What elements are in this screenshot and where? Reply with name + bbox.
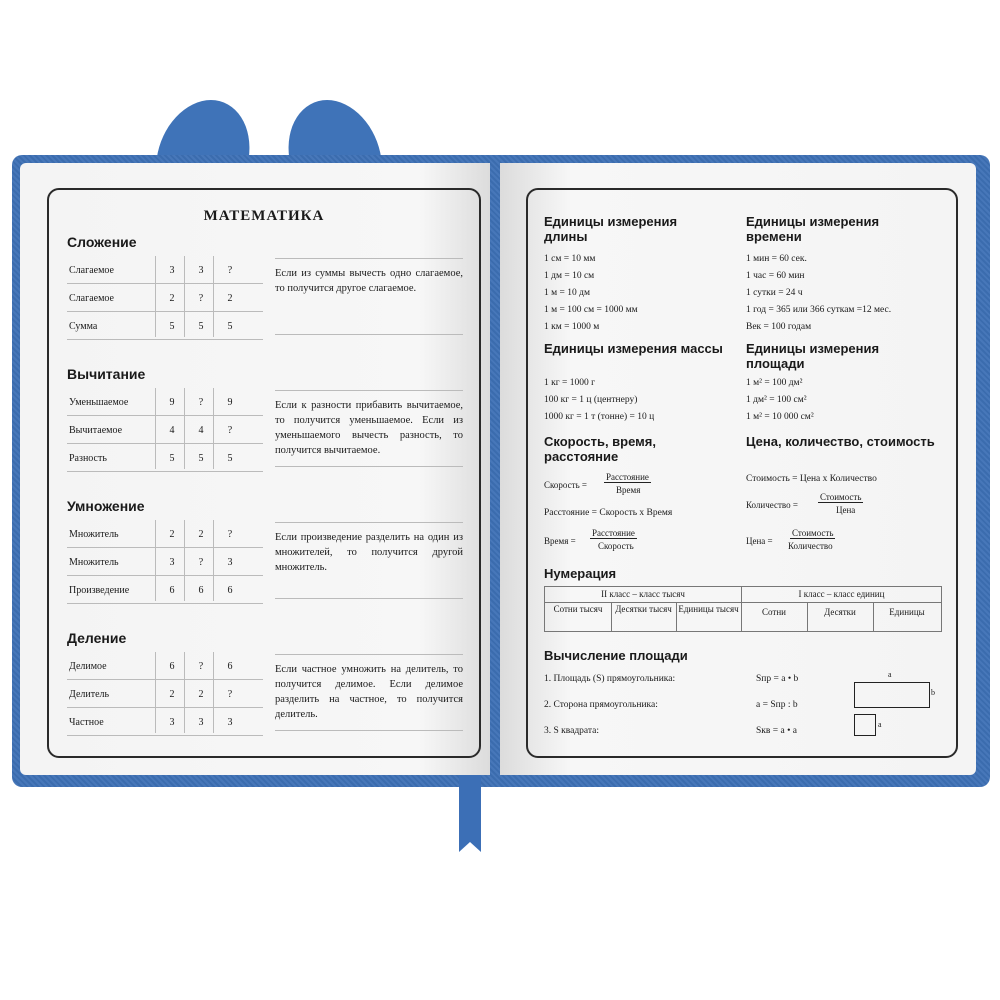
bookmark-ribbon	[459, 770, 481, 842]
unit-line: 1 м² = 10 000 см²	[746, 412, 814, 422]
rect-side-a: a	[888, 670, 892, 679]
row-value: 4	[198, 425, 204, 436]
row-label: Слагаемое	[69, 293, 114, 304]
cell-tens-thousands: Десятки тысяч	[615, 604, 672, 614]
row-value: ?	[198, 661, 204, 672]
cell-hundreds-thousands: Сотни тысяч	[553, 604, 603, 614]
unit-line: 100 кг = 1 ц (центнеру)	[544, 395, 638, 405]
unit-line: 1 м = 100 см = 1000 мм	[544, 305, 638, 315]
row-value: 5	[198, 321, 204, 332]
square-side-a: a	[878, 720, 882, 729]
distance-formula: Расстояние = Скорость х Время	[544, 508, 673, 518]
class-units: I класс – класс единиц	[798, 589, 885, 599]
unit-line: 1 дм² = 100 см²	[746, 395, 807, 405]
row-value: 3	[198, 717, 204, 728]
row-value: 2	[198, 689, 204, 700]
section-heading: Деление	[67, 630, 127, 646]
area-item-2: 2. Сторона прямоугольника:	[544, 700, 658, 710]
row-value: ?	[227, 689, 233, 700]
area-calc-heading: Вычисление площади	[544, 648, 688, 663]
area-formula-2: a = Sпр : b	[756, 700, 798, 710]
unit-line: 1000 кг = 1 т (тонне) = 10 ц	[544, 412, 655, 422]
row-value: 5	[169, 321, 175, 332]
unit-line: 1 м = 10 дм	[544, 288, 590, 298]
rule-note: Если произведение разделить на один из множителей, то получится другой множитель.	[275, 532, 463, 573]
section-heading: Вычитание	[67, 366, 146, 382]
rule-note: Если из суммы вычесть одно слагаемое, то получится другое слагаемое.	[275, 268, 463, 294]
row-label: Произведение	[69, 585, 130, 596]
unit-line: 1 мин = 60 сек.	[746, 254, 807, 264]
square-diagram	[854, 714, 876, 736]
row-value: ?	[227, 265, 233, 276]
area-formula-1: Sпр = a • b	[756, 674, 799, 684]
table-row	[67, 256, 263, 284]
rect-side-b: b	[931, 688, 935, 697]
row-label: Множитель	[69, 557, 119, 568]
row-value: 2	[198, 529, 204, 540]
operation-table	[67, 388, 263, 472]
mass-heading: Единицы измерения массы	[544, 341, 723, 356]
row-label: Делимое	[69, 661, 107, 672]
row-value: ?	[198, 293, 204, 304]
unit-line: Век = 100 годам	[746, 322, 812, 332]
row-value: 3	[227, 717, 233, 728]
table-row	[67, 652, 263, 680]
area-units-heading: Единицы измерения площади	[746, 341, 880, 371]
row-value: 5	[198, 453, 204, 464]
price-heading: Цена, количество, стоимость	[746, 434, 935, 449]
section-heading: Сложение	[67, 234, 137, 250]
row-value: 9	[169, 397, 175, 408]
row-value: 3	[169, 557, 175, 568]
numeration-table	[544, 586, 942, 632]
row-value: 2	[227, 293, 233, 304]
table-row	[67, 416, 263, 444]
row-value: 6	[227, 585, 233, 596]
row-label: Частное	[69, 717, 104, 728]
unit-line: 1 год = 365 или 366 суткам =12 мес.	[746, 305, 892, 315]
table-row	[67, 284, 263, 312]
row-value: ?	[227, 529, 233, 540]
row-value: 5	[227, 321, 233, 332]
row-value: 6	[169, 585, 175, 596]
unit-line: 1 м² = 100 дм²	[746, 378, 803, 388]
section-heading: Умножение	[67, 498, 145, 514]
row-value: 9	[227, 397, 233, 408]
area-item-3: 3. S квадрата:	[544, 726, 600, 736]
row-value: 3	[169, 265, 175, 276]
rule-note: Если к разности прибавить вычитаемое, то получится уменьшаемое. Если из уменьшаемого вычесть разность, то получится вычитаемое.	[275, 400, 463, 456]
table-row	[67, 576, 263, 604]
units-reference-panel: Единицы измерения длины 1 см = 10 мм 1 дм = 10 см 1 м = 10 дм 1 м = 100 см = 1000 мм 1 км = 1000 м Единицы измерения времени 1 мин = 60 сек. 1 час = 60 мин 1 сутки = 24 ч 1 год = 365 или 366 суткам =12 мес. Век = 100 годам Единицы измерения массы 1 кг = 1000 г 100 кг = 1 ц (центнеру) 1000 кг = 1 т (тонне) = 10 ц Единицы измерения площади 1 м² = 100 дм² 1 дм² = 100 см² 1 м² = 10 000 см² Скорость, время, расстояние Скорость = Расстояние Время Расстояние = Скорость х Время Время = Расстояние Скорость Цена, количество, стоимость Стоимость = Цена х Количество Количество = Стоимость Цена Цена = Стоимость Количество Нумерация II класс – класс тысяч I класс – класс единиц Сотни тысяч Десятки тысяч Единицы тысяч Сотни Десятки Единицы Вычисление площади 1. Площадь (S) прямоугольника: Sпр = a • b 2. Сторона прямоугольника: a = Sпр : b 3. S квадрата: Sкв = a • a a b a	[526, 188, 958, 758]
cell-hundreds: Сотни	[762, 607, 786, 617]
area-formula-3: Sкв = a • a	[756, 726, 798, 736]
table-row	[67, 708, 263, 736]
row-label: Уменьшаемое	[69, 397, 129, 408]
cell-units: Единицы	[889, 607, 925, 617]
row-value: ?	[198, 557, 204, 568]
time-heading: Единицы измерения времени	[746, 214, 880, 244]
row-value: 3	[198, 265, 204, 276]
table-row	[67, 388, 263, 416]
table-row	[67, 312, 263, 340]
cell-units-thousands: Единицы тысяч	[678, 604, 739, 614]
row-label: Слагаемое	[69, 265, 114, 276]
row-label: Множитель	[69, 529, 119, 540]
unit-line: 1 час = 60 мин	[746, 271, 805, 281]
row-value: 6	[169, 661, 175, 672]
length-heading: Единицы измерения длины	[544, 214, 678, 244]
operation-table	[67, 520, 263, 604]
row-value: 2	[169, 689, 175, 700]
row-value: 6	[198, 585, 204, 596]
row-value: 2	[169, 293, 175, 304]
page-title: МАТЕМАТИКА	[203, 208, 325, 224]
row-value: 3	[227, 557, 233, 568]
table-row	[67, 548, 263, 576]
numeration-heading: Нумерация	[544, 566, 617, 581]
row-label: Делитель	[69, 689, 110, 700]
operation-table	[67, 256, 263, 340]
row-value: 3	[169, 717, 175, 728]
row-value: 5	[169, 453, 175, 464]
unit-line: 1 кг = 1000 г	[544, 378, 596, 388]
area-item-1: 1. Площадь (S) прямоугольника:	[544, 674, 676, 684]
rule-note: Если частное умножить на делитель, то получится делимое. Если делимое разделить на частное, то получится делитель.	[275, 664, 463, 720]
table-row	[67, 680, 263, 708]
row-label: Сумма	[69, 321, 98, 332]
row-value: ?	[198, 397, 204, 408]
cost-formula: Стоимость = Цена х Количество	[746, 474, 877, 484]
row-value: 2	[169, 529, 175, 540]
row-value: 4	[169, 425, 175, 436]
table-row	[67, 444, 263, 472]
math-reference-panel	[47, 188, 481, 758]
table-row	[67, 520, 263, 548]
row-label: Разность	[69, 453, 107, 464]
unit-line: 1 сутки = 24 ч	[746, 288, 803, 298]
operation-table	[67, 652, 263, 736]
row-value: 5	[227, 453, 233, 464]
unit-line: 1 дм = 10 см	[544, 271, 595, 281]
row-label: Вычитаемое	[69, 425, 123, 436]
row-value: ?	[227, 425, 233, 436]
row-value: 6	[227, 661, 233, 672]
class-thousands: II класс – класс тысяч	[601, 589, 685, 599]
unit-line: 1 км = 1000 м	[544, 322, 600, 332]
cell-tens: Десятки	[824, 607, 856, 617]
rectangle-diagram	[854, 682, 930, 708]
speed-heading: Скорость, время, расстояние	[544, 434, 656, 464]
unit-line: 1 см = 10 мм	[544, 254, 596, 264]
